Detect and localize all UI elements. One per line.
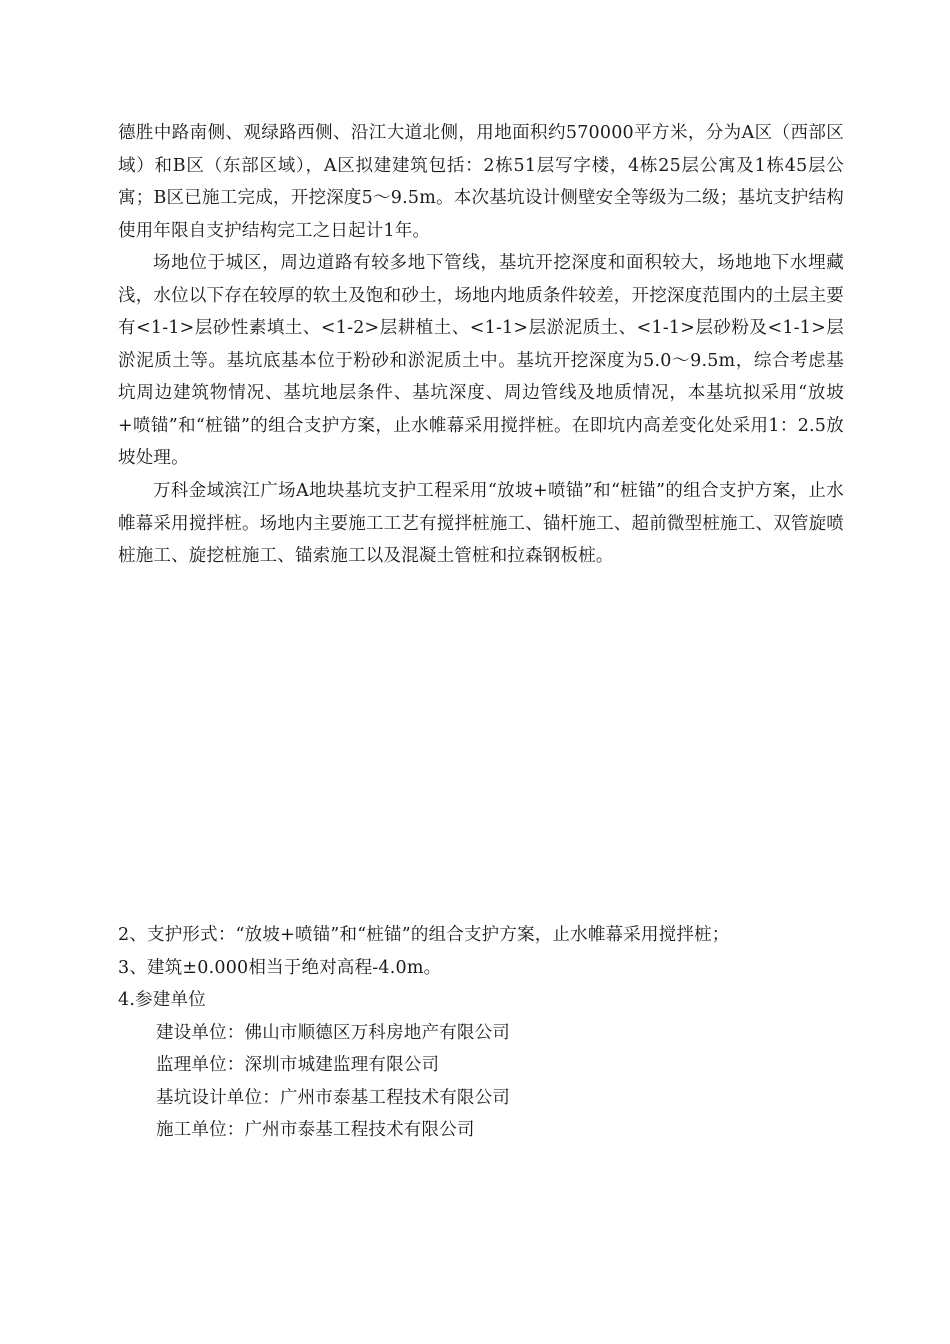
- supervisor-unit: 监理单位：深圳市城建监理有限公司: [156, 1055, 440, 1075]
- project-overview-paragraph: 德胜中路南侧、观绿路西侧、沿江大道北侧，用地面积约570000平方米，分为A区（西部区域）和B区（东部区域），A区拟建建筑包括：2栋51层写字楼，4栋25层公寓及1栋45层公寓；B区已施工完成，开挖深度5～9.5m。本次基坑设计侧壁安全等级为二级；基坑支护结构使用年限自支护结构完工之日起计1年。: [118, 123, 844, 241]
- support-form-item: 2、支护形式：“放坡+喷锚”和“桩锚”的组合支护方案，止水帷幕采用搅拌桩；: [118, 925, 730, 945]
- elevation-item: 3、建筑±0.000相当于绝对高程-4.0m。: [118, 958, 442, 978]
- construction-process-paragraph: 万科金域滨江广场A地块基坑支护工程采用“放坡+喷锚”和“桩锚”的组合支护方案，止水帷幕采用搅拌桩。场地内主要施工工艺有搅拌桩施工、锚杆施工、超前微型桩施工、双管旋喷桩施工、旋挖桩施工、锚索施工以及混凝土管桩和拉森钢板桩。: [118, 481, 844, 566]
- participants-heading: 4.参建单位: [118, 990, 206, 1010]
- site-conditions-paragraph: 场地位于城区，周边道路有较多地下管线，基坑开挖深度和面积较大，场地地下水埋藏浅，水位以下存在较厚的软土及饱和砂土，场地内地质条件较差，开挖深度范围内的土层主要有<1-1>层砂性素填土、<1-2>层耕植土、<1-1>层淤泥质土、<1-1>层砂粉及<1-1>层淤泥质土等。基坑底基本位于粉砂和淤泥质土中。基坑开挖深度为5.0～9.5m，综合考虑基坑周边建筑物情况、基坑地层条件、基坑深度、周边管线及地质情况，本基坑拟采用“放坡+喷锚”和“桩锚”的组合支护方案，止水帷幕采用搅拌桩。在即坑内高差变化处采用1：2.5放坡处理。: [118, 253, 844, 468]
- designer-unit: 基坑设计单位：广州市泰基工程技术有限公司: [156, 1088, 510, 1108]
- owner-unit: 建设单位：佛山市顺德区万科房地产有限公司: [156, 1023, 510, 1043]
- contractor-unit: 施工单位：广州市泰基工程技术有限公司: [156, 1120, 475, 1140]
